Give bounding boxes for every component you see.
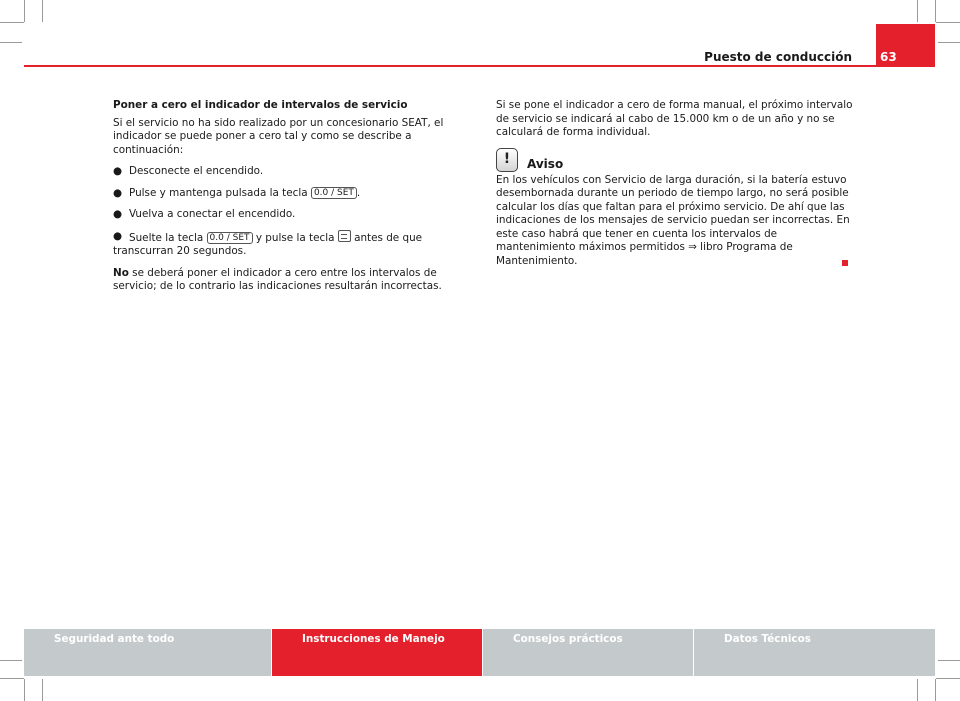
bullet-icon: ● [113,165,123,177]
crop-mark [936,678,960,679]
set-key-label: 0.0 / SET [207,232,253,244]
crop-mark [917,679,918,701]
crop-mark [938,42,960,43]
manual-reset-paragraph: Si se pone el indicador a cero de forma manual, el próximo intervalo de servicio se indicará al cabo de 15.000 km o de un año y no se calculará de forma individual. [496,99,853,138]
page-number: 63 [880,50,897,64]
crop-mark [0,42,22,43]
right-column [496,99,858,268]
bullet-icon: ● [113,186,123,199]
tab-instrucciones[interactable]: Instrucciones de Manejo [271,629,482,676]
set-key-label: 0.0 / SET [311,187,357,199]
crop-mark [0,22,24,23]
list-item: ● Vuelva a conectar el encendido. [113,208,296,220]
header-rule [24,65,935,67]
crop-mark [936,22,960,23]
section-end-marker [842,260,848,266]
section-heading: Poner a cero el indicador de intervalos de servicio [113,99,408,111]
tab-consejos[interactable]: Consejos prácticos [482,629,693,676]
intro-paragraph: Si el servicio no ha sido realizado por un concesionario SEAT, el indicador se puede poner a cero tal y como se describe a continuación: [113,116,444,156]
list-item: ● Pulse y mantenga pulsada la tecla 0.0 / SET . [113,186,361,199]
note-paragraph: No se deberá poner el indicador a cero entre los intervalos de servicio; de lo contrario las indicaciones resultarán incorrectas. [113,266,442,292]
bullet-icon: ● [113,208,123,220]
note-header [496,148,858,172]
crop-mark [935,679,936,701]
crop-mark [938,660,960,661]
chapter-tabs [24,629,935,676]
crop-mark [0,678,24,679]
left-column [113,99,470,302]
crop-mark [24,0,25,22]
crop-mark [917,0,918,22]
exclamation-icon: ! [496,148,518,172]
crop-mark [24,679,25,701]
tab-datos-tecnicos[interactable]: Datos Técnicos [693,629,935,676]
crop-mark [0,660,22,661]
crop-mark [42,679,43,701]
crop-mark [935,0,936,22]
menu-key-icon [338,230,351,242]
section-title: Puesto de conducción [704,50,852,64]
note-text: En los vehículos con Servicio de larga duración, si la batería estuvo desembornada durante un periodo de tiempo largo, no será posible calcular los días que faltan para el próximo servicio. De ahí que las indicaciones de los mensajes de servicio puedan ser incorrectas. En este caso habrá que tener en cuenta los intervalos de mantenimiento máximos permitidos ⇒ libro Programa de Mantenimiento. [496,173,850,267]
tab-seguridad[interactable]: Seguridad ante todo [24,629,271,676]
list-item: ● Desconecte el encendido. [113,165,264,177]
list-item: ● Suelte la tecla 0.0 / SET y pulse la tecla antes de que transcurran 20 segundos. [113,229,423,257]
crop-mark [42,0,43,22]
note-title: Aviso [527,157,564,171]
bullet-icon: ● [113,229,123,242]
